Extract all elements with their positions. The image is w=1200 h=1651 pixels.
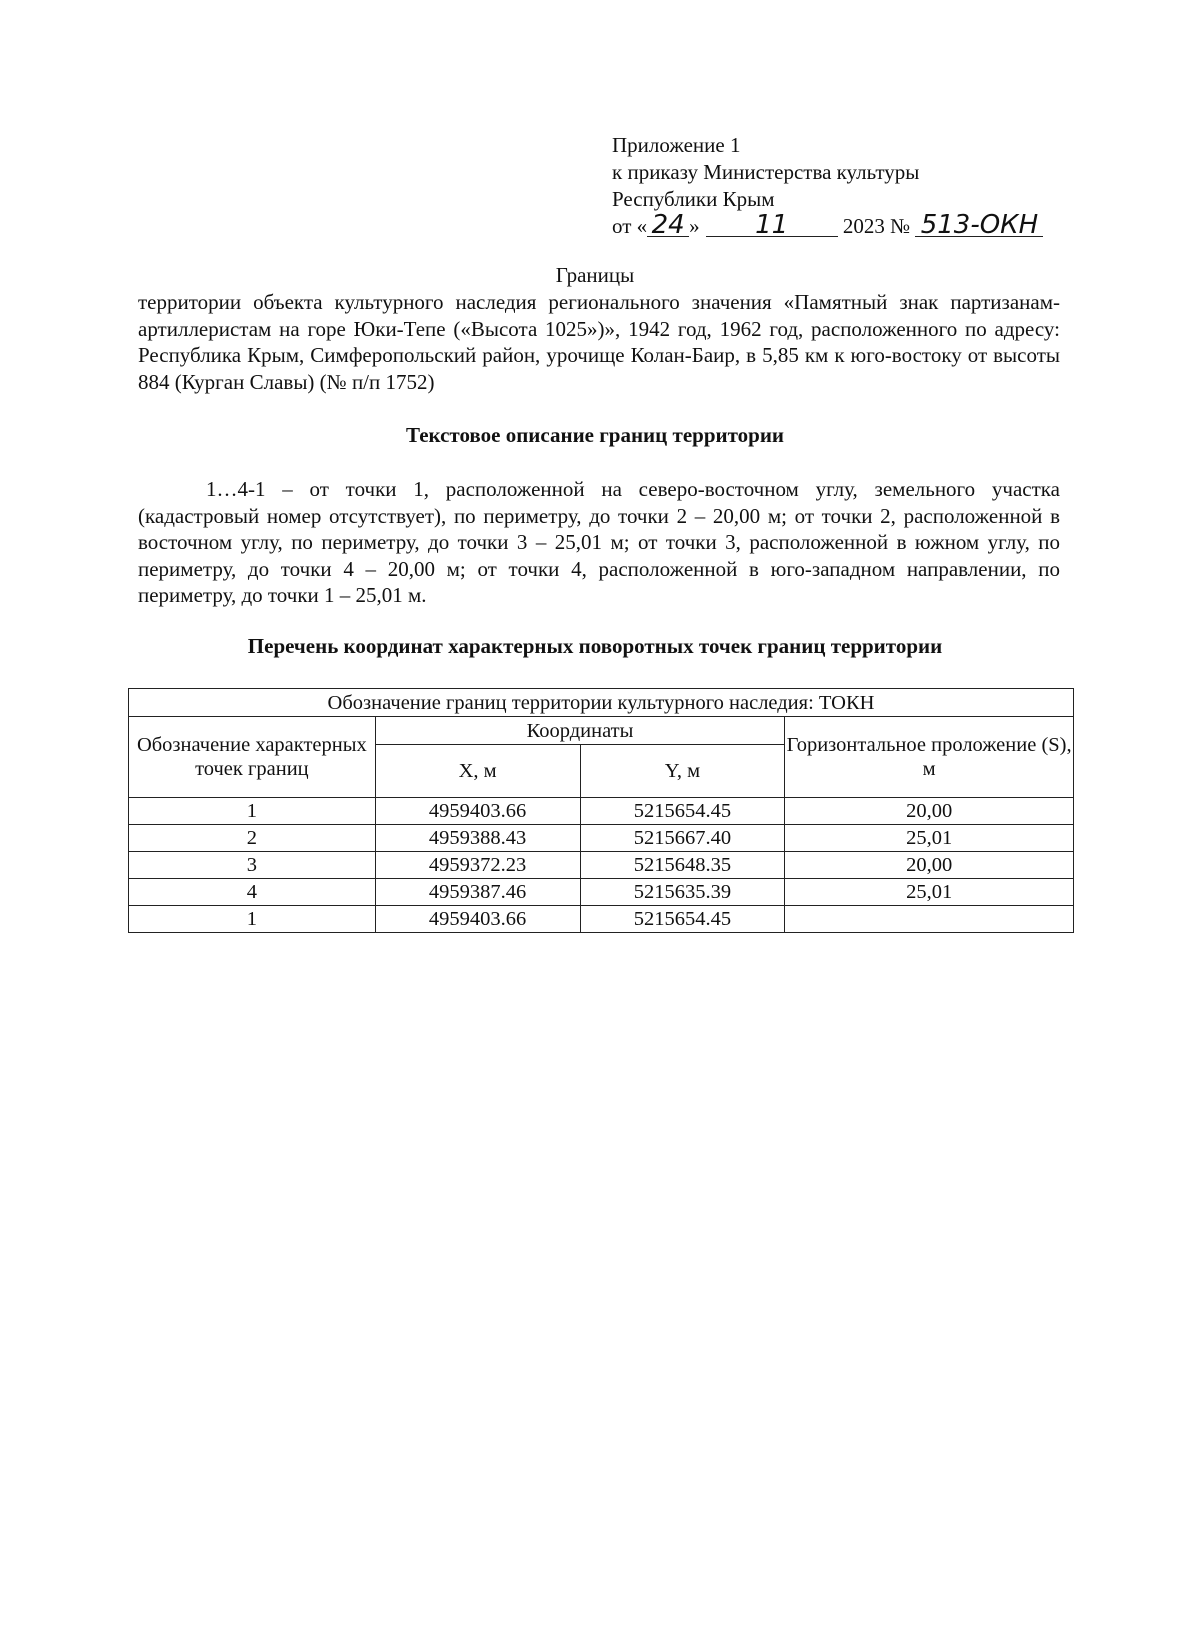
header-y: Y, м — [580, 745, 785, 798]
coords-heading: Перечень координат характерных поворотных точек границ территории — [247, 634, 943, 658]
handwritten-order-number: 513-ОКН — [915, 214, 1043, 237]
cell-x: 4959403.66 — [375, 906, 580, 933]
cell-x: 4959403.66 — [375, 798, 580, 825]
table-row — [129, 906, 1074, 933]
appendix-date-line — [612, 210, 1043, 240]
cell-x: 4959372.23 — [375, 852, 580, 879]
cell-y: 5215635.39 — [580, 879, 785, 906]
cell-point: 1 — [129, 798, 376, 825]
cell-point: 1 — [129, 906, 376, 933]
handwritten-day: 24 — [647, 214, 689, 237]
header-x: X, м — [375, 745, 580, 798]
cell-point: 2 — [129, 825, 376, 852]
table-row — [129, 852, 1074, 879]
cell-s: 25,01 — [785, 825, 1074, 852]
header-point: Обозначение характерных точек границ — [129, 717, 376, 798]
year-and-number-sign: 2023 № — [842, 214, 911, 238]
appendix-line-2: к приказу Министерства культуры — [612, 160, 920, 184]
table-row — [129, 798, 1074, 825]
table-caption: Обозначение границ территории культурного наследия: ТОКН — [129, 689, 1074, 717]
table-row — [129, 879, 1074, 906]
header-horizontal-distance: Горизонтальное проложение (S), м — [785, 717, 1074, 798]
table-row — [129, 825, 1074, 852]
cell-point: 4 — [129, 879, 376, 906]
page-title: Границы — [555, 263, 635, 287]
cell-s: 25,01 — [785, 879, 1074, 906]
description-heading: Текстовое описание границ территории — [405, 423, 785, 447]
appendix-line-3: Республики Крым — [612, 187, 775, 211]
cell-x: 4959387.46 — [375, 879, 580, 906]
cell-y: 5215648.35 — [580, 852, 785, 879]
cell-s: 20,00 — [785, 798, 1074, 825]
header-coords: Координаты — [375, 717, 785, 745]
subject-paragraph: территории объекта культурного наследия регионального значения «Памятный знак партизанам-артиллеристам на горе Юки-Тепе («Высота 1025»)», 1942 год, 1962 год, расположенного по адресу: Республика Крым, Симферопольский район, урочище Колан-Баир, в 5,85 км к юго-востоку от высоты 884 (Курган Славы) (№ п/п 1752) — [138, 290, 1060, 394]
cell-x: 4959388.43 — [375, 825, 580, 852]
cell-y: 5215667.40 — [580, 825, 785, 852]
appendix-line-1: Приложение 1 — [612, 133, 741, 157]
cell-y: 5215654.45 — [580, 906, 785, 933]
cell-point: 3 — [129, 852, 376, 879]
handwritten-month: 11 — [706, 214, 838, 237]
cell-s — [785, 906, 1074, 933]
date-prefix: от « — [612, 214, 648, 238]
description-paragraph: 1…4-1 – от точки 1, расположенной на северо-восточном углу, земельного участка (кадастровый номер отсутствует), по периметру, до точки 2 – 20,00 м; от точки 2, расположенной в восточном углу, по периметру, до точки 3 – 25,01 м; от точки 3, расположенной в южном углу, по периметру, до точки 4 – 20,00 м; от точки 4, расположенной в юго-западном направлении, по периметру, до точки 1 – 25,01 м. — [138, 477, 1060, 607]
cell-y: 5215654.45 — [580, 798, 785, 825]
date-mid: » — [689, 214, 700, 238]
appendix-block — [612, 132, 1043, 240]
coordinates-table — [128, 688, 1074, 933]
cell-s: 20,00 — [785, 852, 1074, 879]
